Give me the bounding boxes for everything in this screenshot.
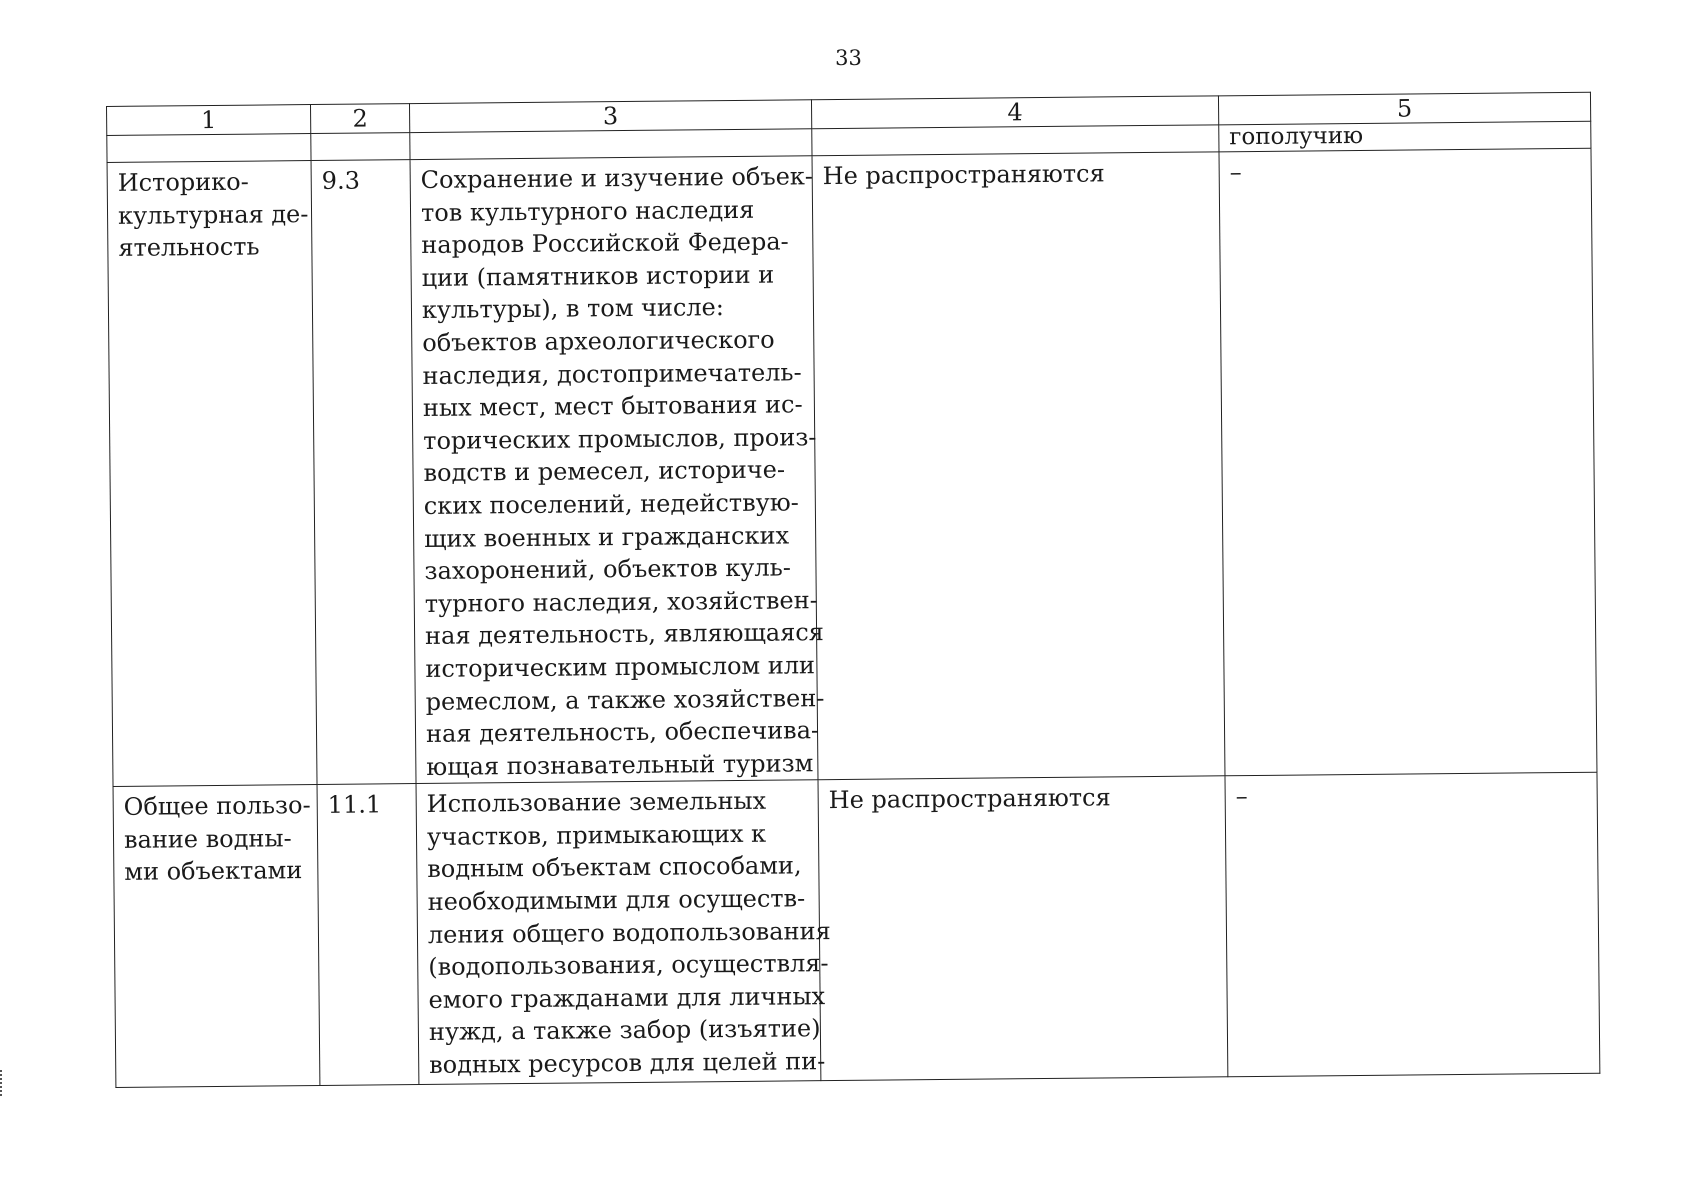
description-line: емого гражданами для личных — [428, 981, 826, 1014]
continuation-cell-3 — [410, 129, 812, 160]
description-line: народов Российской Федера- — [421, 227, 789, 260]
description-line: участков, примыкающих к — [426, 819, 767, 851]
description-line: ских поселений, недействую- — [423, 488, 799, 520]
table-row — [107, 148, 1597, 786]
description-line: щих военных и гражданских — [424, 520, 790, 553]
description-line: ных мест, мест бытования ис- — [422, 390, 803, 423]
table-row — [113, 772, 1600, 1087]
description-line: ющая познавательный туризм — [426, 748, 814, 781]
description-line: (водопользования, осуществля- — [428, 949, 829, 982]
activity-description — [410, 156, 825, 784]
column-number-1: 1 — [107, 105, 311, 136]
activity-name-line: культурная де- — [117, 199, 309, 230]
activity-code: 9.3 — [311, 160, 416, 785]
column-number-5: 5 — [1218, 92, 1590, 125]
restrictions-cell: Не распространяются — [818, 776, 1228, 1081]
activity-name-cell — [113, 785, 320, 1088]
binding-mark — [0, 1070, 8, 1096]
activity-name-line: ми объектами — [124, 856, 303, 887]
activity-name-cell — [107, 161, 317, 787]
description-line: Использование земельных — [426, 786, 767, 819]
restrictions-cell: Не распространяются — [812, 152, 1225, 780]
column-number-2: 2 — [310, 104, 409, 134]
description-line: ления общего водопользования — [427, 916, 831, 949]
column-number-3: 3 — [409, 100, 811, 133]
page-number: 33 — [835, 46, 862, 70]
description-line: нужд, а также забор (изъятие) — [428, 1014, 821, 1047]
description-line: наследия, достопримечатель- — [422, 357, 802, 390]
activity-name-line: вание водны- — [123, 824, 292, 854]
description-line: ции (памятников истории и — [421, 260, 775, 292]
regulations-table — [106, 92, 1600, 1088]
description-line: историческим промыслом или — [425, 651, 816, 683]
description-line: водств и ремесел, историче- — [423, 455, 786, 488]
activity-name-line: Общее пользо- — [123, 791, 311, 822]
description-line: ремеслом, а также хозяйствен- — [425, 683, 825, 716]
activity-name-line: ятельность — [118, 232, 260, 263]
continuation-cell-5: гополучию — [1219, 121, 1591, 152]
description-line: захоронений, объектов куль- — [424, 553, 792, 586]
description-line: водных ресурсов для целей пи- — [429, 1047, 826, 1079]
description-line: ная деятельность, обеспечива- — [425, 716, 820, 749]
continuation-cell-1 — [107, 134, 311, 163]
description-line: объектов археологического — [422, 325, 775, 357]
continuation-cell-4 — [812, 125, 1219, 156]
description-line: турного наследия, хозяйствен- — [424, 585, 818, 618]
column-number-4: 4 — [811, 96, 1218, 129]
column-5-cell: – — [1219, 148, 1597, 776]
activity-code: 11.1 — [317, 784, 419, 1086]
description-line: Сохранение и изучение объек- — [420, 162, 814, 194]
activity-name-line: Историко- — [117, 167, 249, 197]
description-line: ная деятельность, являющаяся — [424, 618, 824, 651]
description-line: культуры), в том числе: — [421, 293, 725, 325]
description-line: необходимыми для осуществ- — [427, 884, 806, 917]
description-line: тов культурного наследия — [420, 195, 755, 227]
column-5-cell: – — [1225, 772, 1600, 1077]
description-line: торических промыслов, произ- — [423, 422, 817, 455]
description-line: водным объектам способами, — [427, 851, 802, 884]
activity-description — [416, 780, 831, 1085]
continuation-cell-2 — [311, 133, 410, 161]
